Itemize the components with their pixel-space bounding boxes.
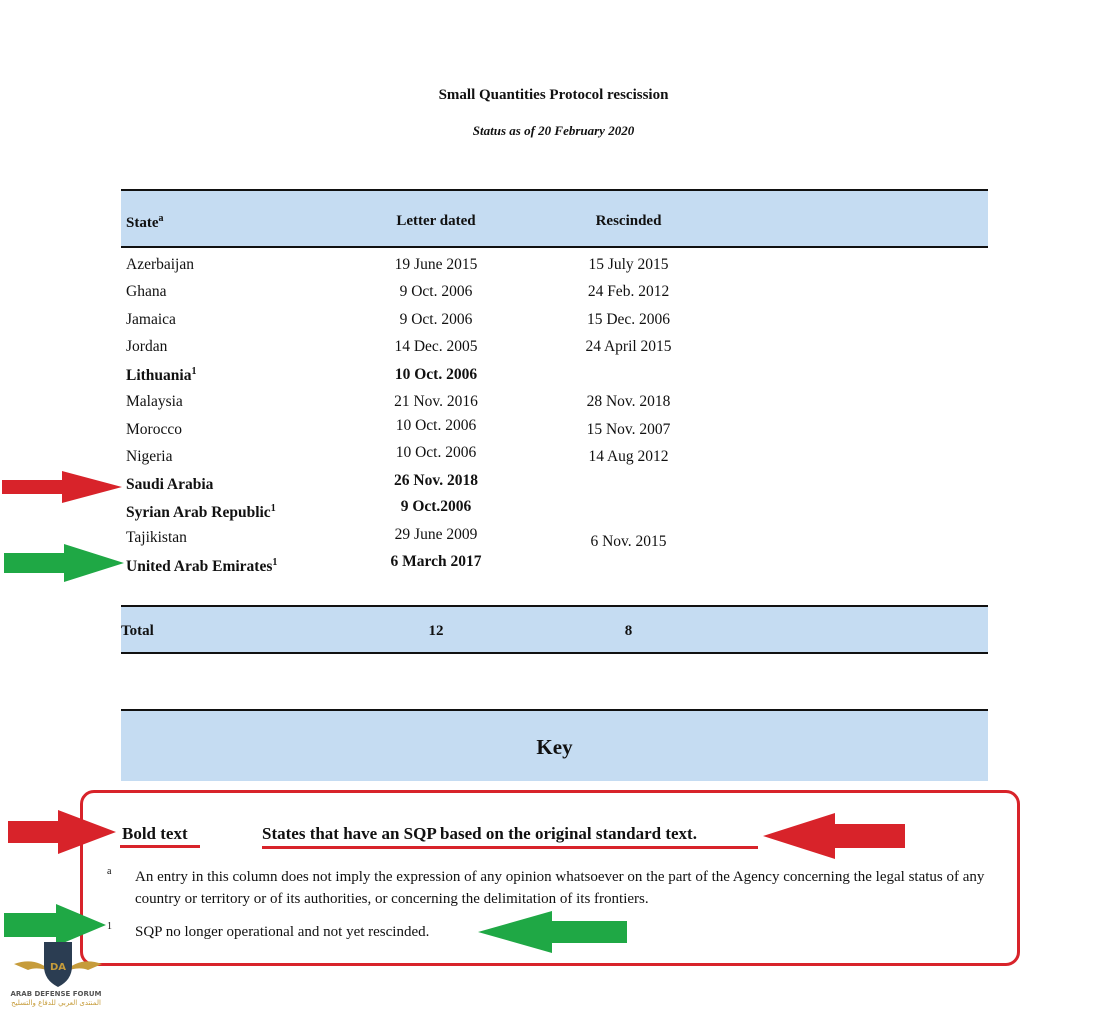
letter-dated-cell: 29 June 2009 — [394, 526, 478, 543]
letter-dated-cell: 9 Oct. 2006 — [399, 283, 473, 300]
letter-dated-cell: 10 Oct. 2006 — [395, 444, 477, 461]
rescinded-cell: 15 July 2015 — [588, 256, 669, 273]
letter-dated-cell: 19 June 2015 — [394, 256, 478, 273]
column-header-rescinded: Rescinded — [595, 213, 662, 229]
state-name-text: Azerbaijan — [126, 256, 194, 273]
state-name-text: Ghana — [126, 283, 167, 300]
total-letter-count: 12 — [428, 623, 444, 639]
footnote-ref-a: a — [158, 213, 164, 224]
state-name-text: Syrian Arab Republic — [126, 504, 271, 522]
total-label: Total — [121, 623, 154, 639]
footnote-a-mark: a — [107, 866, 112, 877]
state-name-text: United Arab Emirates — [126, 558, 273, 576]
footnote-1-mark: 1 — [107, 921, 112, 932]
state-name-text: Jordan — [126, 338, 168, 355]
document-title: Small Quantities Protocol rescission — [438, 87, 669, 103]
rescinded-cell: 6 Nov. 2015 — [590, 533, 667, 550]
letter-dated-cell: 10 Oct. 2006 — [395, 417, 477, 434]
state-name-text: Tajikistan — [126, 529, 187, 546]
letter-dated-cell: 26 Nov. 2018 — [394, 472, 478, 489]
logo-mark: DA — [49, 962, 67, 973]
rescinded-cell: 24 April 2015 — [585, 338, 672, 355]
status-date: Status as of 20 February 2020 — [472, 123, 635, 138]
state-name-text: Morocco — [126, 421, 182, 438]
state-name-text: Lithuania — [126, 367, 192, 385]
bold-text-definition: States that have an SQP based on the original standard text. — [262, 824, 697, 843]
bold-text-label: Bold text — [122, 824, 188, 843]
letter-dated-cell: 10 Oct. 2006 — [394, 366, 478, 383]
total-rescinded-count: 8 — [624, 623, 633, 639]
state-name-text: Nigeria — [126, 448, 173, 465]
state-name-text: Jamaica — [126, 311, 176, 328]
rescinded-cell: 15 Dec. 2006 — [586, 311, 671, 328]
footnote-ref: 1 — [270, 503, 276, 514]
column-header-state-label: State — [126, 215, 159, 231]
letter-dated-cell: 21 Nov. 2016 — [394, 393, 478, 410]
letter-dated-cell: 14 Dec. 2005 — [394, 338, 478, 355]
red-arrow-saudi-icon — [2, 471, 122, 503]
state-name-text: Saudi Arabia — [126, 476, 214, 493]
footnote-a-text: An entry in this column does not imply the expression of any opinion whatsoever on the part of the Agency concerning the legal status of any country or territory or of its authorities, or concerning the delimitation of its frontiers. — [135, 869, 985, 907]
red-arrow-definition-icon — [763, 813, 905, 859]
letter-dated-cell: 9 Oct. 2006 — [399, 311, 473, 328]
logo-caption-arabic: المنتدى العربي للدفاع والتسليح — [11, 999, 101, 1007]
letter-dated-cell: 9 Oct.2006 — [400, 498, 472, 515]
rescinded-cell: 28 Nov. 2018 — [586, 393, 671, 410]
rescinded-cell: 14 Aug 2012 — [588, 448, 669, 465]
red-arrow-bold-text-icon — [8, 810, 116, 854]
letter-dated-cell: 6 March 2017 — [390, 553, 482, 570]
logo-caption-english: ARAB DEFENSE FORUM — [10, 990, 102, 998]
green-arrow-uae-icon — [4, 544, 124, 582]
footnote-ref: 1 — [191, 366, 197, 377]
column-header-letter-dated: Letter dated — [396, 213, 476, 229]
footnote-ref: 1 — [272, 557, 278, 568]
green-arrow-footnote-text-icon — [478, 911, 627, 953]
state-name-text: Malaysia — [126, 393, 183, 410]
rescinded-cell: 15 Nov. 2007 — [586, 421, 671, 438]
key-title: Key — [536, 735, 573, 759]
footnote-1-text: SQP no longer operational and not yet rescinded. — [135, 924, 430, 940]
rescinded-cell: 24 Feb. 2012 — [587, 283, 670, 300]
